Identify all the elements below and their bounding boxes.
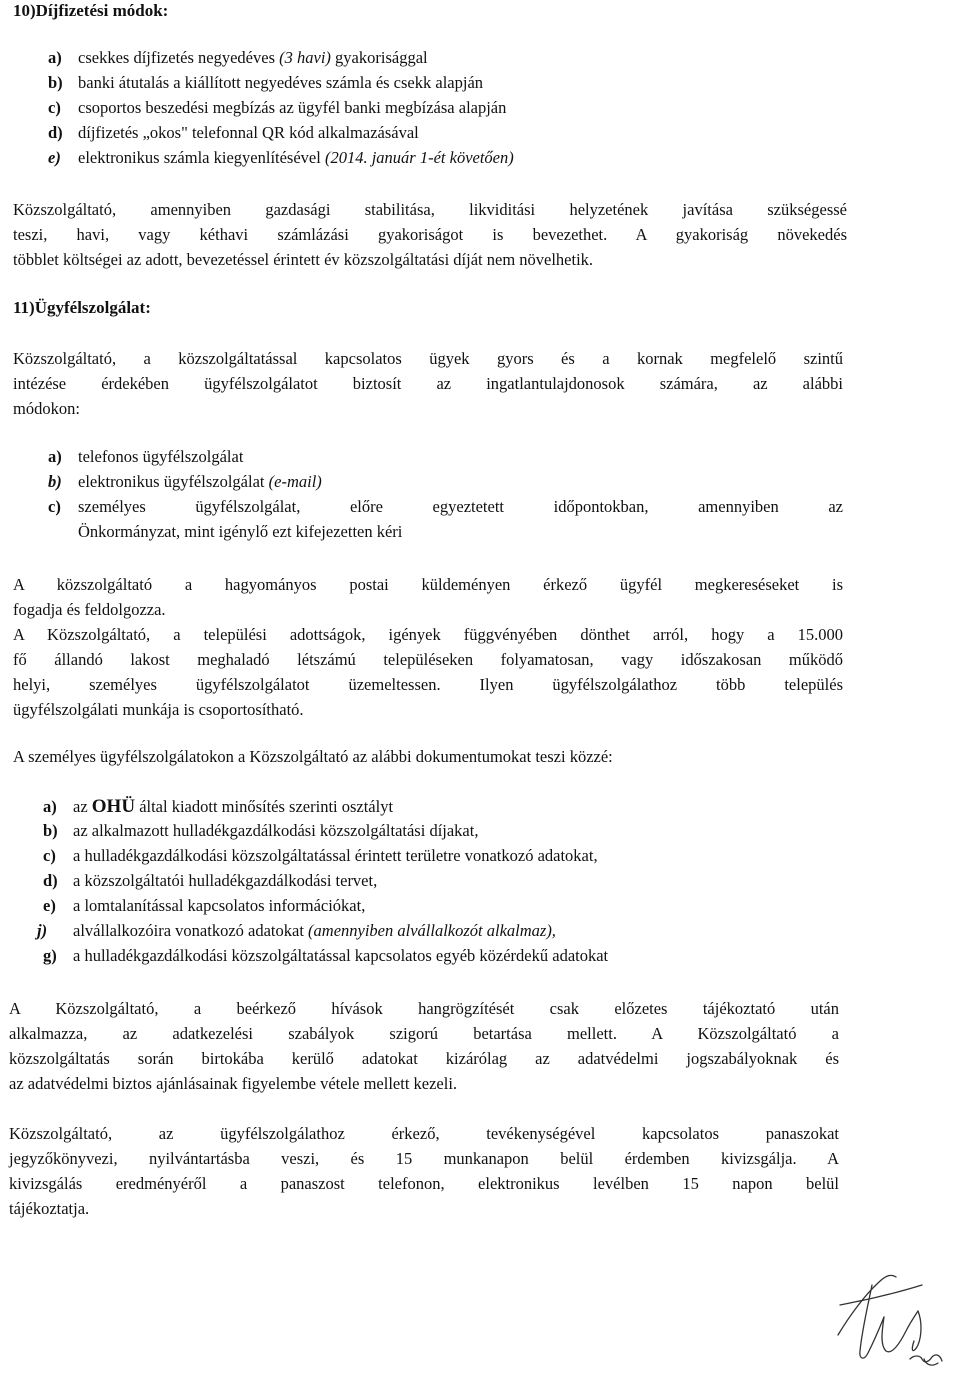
customer-service-intro: Közszolgáltató, a közszolgáltatással kapcsolatos ügyek gyors és a kornak megfelelő szintű intézése érdekében ügyfélszolgálatot biztosít az ingatlantulajdonosok számára, az alábbi módokon: xyxy=(13,349,843,418)
payment-item-d: d) díjfizetés „okos" telefonnal QR kód alkalmazásával xyxy=(48,123,419,142)
section-10-title: 10)Díjfizetési módok: xyxy=(13,1,169,20)
item-label: e) xyxy=(43,896,56,915)
doc-item-j: j) alvállalkozóira vonatkozó adatokat (amennyiben alvállalkozót alkalmaz), xyxy=(37,921,556,940)
payment-item-e: e) elektronikus számla kiegyenlítésével (2014. január 1-ét követően) xyxy=(48,148,514,167)
local-service-paragraph: A Közszolgáltató, a települési adottságok, igények függvényében dönthet arról, hogy a 15.000 fő állandó lakost meghaladó létszámú településeken folyamatosan, vagy időszakosan működő helyi, személyes ügyfélszolgálatot üzemeltessen. Ilyen ügyfélszolgálathoz több település ügyfélszolgálati munkája is csoportosítható. xyxy=(13,625,843,719)
item-label: a) xyxy=(43,797,57,816)
doc-item-d: d) a közszolgáltatói hulladékgazdálkodási tervet, xyxy=(43,871,378,890)
item-label: j) xyxy=(37,921,48,940)
doc-item-g: g) a hulladékgazdálkodási közszolgáltatással kapcsolatos egyéb közérdekű adatokat xyxy=(43,946,609,965)
payment-item-b: b) banki átutalás a kiállított negyedéves számla és csekk alapján xyxy=(48,73,484,92)
item-label: a) xyxy=(48,447,62,466)
payment-item-c: c) csoportos beszedési megbízás az ügyfél banki megbízása alapján xyxy=(48,98,507,117)
item-label: d) xyxy=(48,123,63,142)
item-label: c) xyxy=(48,497,61,516)
complaint-paragraph: Közszolgáltató, az ügyfélszolgálathoz érkező, tevékenységével kapcsolatos panaszokat jegyzőkönyvezi, nyilvántartásba veszi, és 15 munkanapon belül érdemben kivizsgálja. A kivizsgálás eredményéről a panaszost telefonon, elektronikus levélben 15 napon belül tájékoztatja. xyxy=(9,1124,839,1218)
doc-item-b: b) az alkalmazott hulladékgazdálkodási közszolgáltatási díjakat, xyxy=(43,821,479,840)
publish-intro: A személyes ügyfélszolgálatokon a Közszolgáltató az alábbi dokumentumokat teszi közzé: xyxy=(13,747,613,766)
item-label: e) xyxy=(48,148,61,167)
doc-item-e: e) a lomtalanítással kapcsolatos információkat, xyxy=(43,896,366,915)
item-label: a) xyxy=(48,48,62,67)
service-item-c: c) személyes ügyfélszolgálat, előre egyeztetett időpontokban, amennyiben az xyxy=(48,497,843,516)
item-label: g) xyxy=(43,946,57,965)
call-recording-paragraph: A Közszolgáltató, a beérkező hívások hangrögzítését csak előzetes tájékoztató után alkalmazza, az adatkezelési szabályok szigorú betartása mellett. A Közszolgáltató a közszolgáltatás során birtokába kerülő adatokat kizárólag az adatvédelmi jogszabályoknak és az adatvédelmi biztos ajánlásainak figyelembe vétele mellett kezeli. xyxy=(9,999,839,1093)
service-item-b: b) elektronikus ügyfélszolgálat (e-mail) xyxy=(48,472,322,491)
service-item-c-continuation: Önkormányzat, mint igénylő ezt kifejezetten kéri xyxy=(78,522,403,541)
frequency-paragraph: Közszolgáltató, amennyiben gazdasági stabilitása, likviditási helyzetének javítása szükségessé teszi, havi, vagy kéthavi számlázási gyakoriságot is bevezethet. A gyakoriság növekedés többlet költségei az adott, bevezetéssel érintett év közszolgáltatási díját nem növelhetik. xyxy=(13,200,847,269)
service-item-a: a) telefonos ügyfélszolgálat xyxy=(48,447,244,466)
item-label: b) xyxy=(48,73,63,92)
doc-item-a: a) az OHÜ által kiadott minősítés szerinti osztályt xyxy=(43,796,394,817)
item-label: d) xyxy=(43,871,58,890)
item-label: b) xyxy=(48,472,62,491)
item-label: c) xyxy=(48,98,61,117)
item-label: b) xyxy=(43,821,58,840)
section-11-title: 11)Ügyfélszolgálat: xyxy=(13,298,151,317)
doc-item-c: c) a hulladékgazdálkodási közszolgáltatással érintett területre vonatkozó adatokat, xyxy=(43,846,598,865)
payment-item-a: a) csekkes díjfizetés negyedéves (3 havi) gyakorisággal xyxy=(48,48,428,67)
item-label: c) xyxy=(43,846,56,865)
handwritten-signature xyxy=(810,1255,960,1374)
postal-paragraph: A közszolgáltató a hagyományos postai küldeményen érkező ügyfél megkereséseket is fogadja és feldolgozza. xyxy=(13,575,843,619)
